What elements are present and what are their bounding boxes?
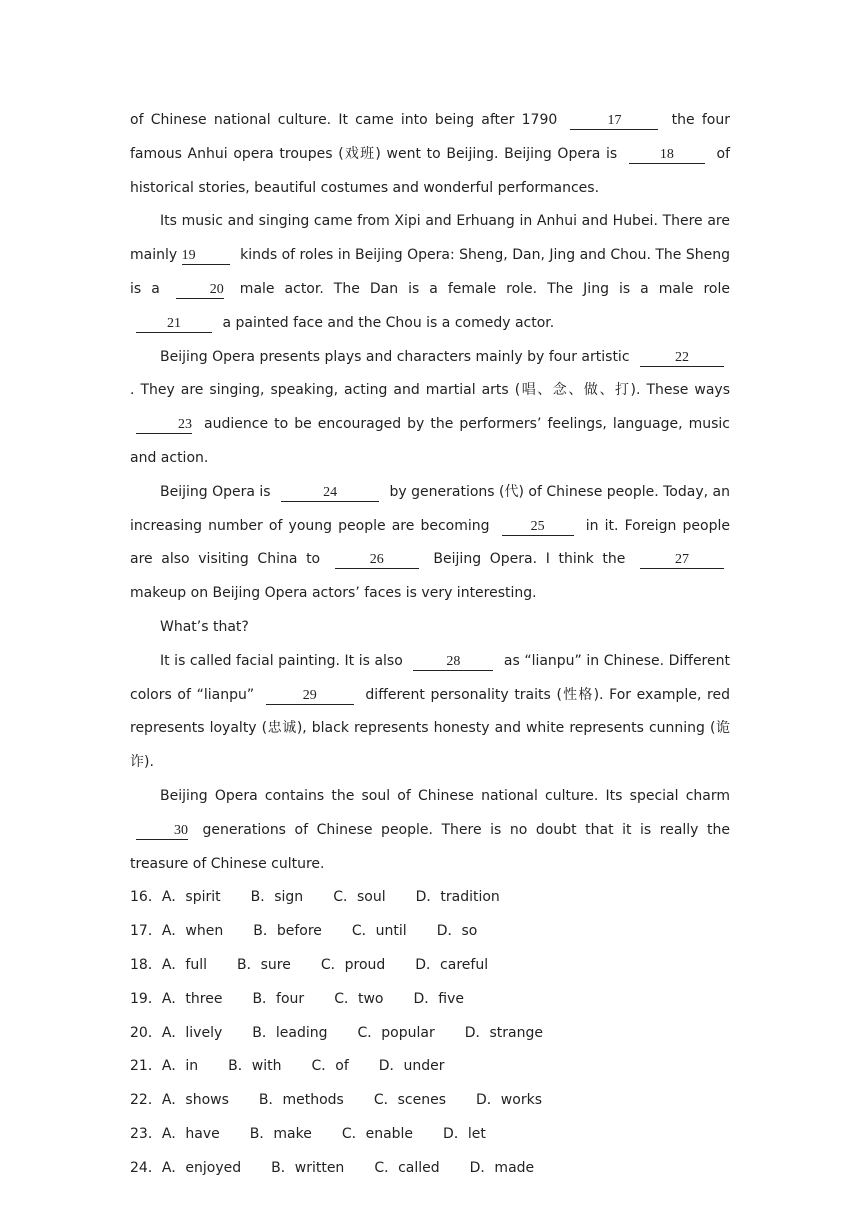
question-separator: ． [147,1058,162,1075]
question-separator: ． [147,1159,162,1176]
passage-paragraph [130,645,730,780]
answer-option[interactable]: A．three [161,990,223,1007]
passage-paragraph [130,104,730,205]
question-separator: ． [147,889,162,906]
answer-option[interactable]: B．sure [237,956,291,973]
answer-option[interactable]: D．under [378,1058,445,1075]
question-separator: ． [147,990,162,1007]
answer-option[interactable]: A．spirit [161,889,221,906]
passage-paragraph [130,780,730,881]
blank-30[interactable]: 30 [136,823,188,840]
passage-text: makeup on Beijing Opera actors’ faces is very interesting. [130,585,537,602]
answer-option[interactable]: D．strange [464,1024,543,1041]
passage-text: by generations (代) of Chinese people. Today, an increasing number of young people are becoming [130,483,730,534]
passage-text: of Chinese national culture. It came into being after 1790 [130,112,565,128]
question-number: 24 [130,1159,148,1176]
passage-text: of historical stories, beautiful costumes and wonderful performances. [130,145,730,196]
question-item [130,1152,730,1186]
passage-paragraph [130,476,730,611]
blank-19[interactable]: 19 [182,248,230,265]
question-number: 16 [130,889,148,906]
answer-option[interactable]: D．made [469,1159,535,1176]
question-number: 22 [130,1092,148,1109]
blank-21[interactable]: 21 [136,316,212,333]
passage-text: the four famous Anhui opera troupes (戏班) went to Beijing. Beijing Opera is [130,112,730,162]
question-item [130,1084,730,1118]
passage-text: Beijing Opera presents plays and characters mainly by four artistic [160,348,634,365]
answer-option[interactable]: B．methods [258,1092,344,1109]
answer-option[interactable]: D．five [413,990,464,1007]
blank-17[interactable]: 17 [570,113,658,130]
blank-26[interactable]: 26 [335,552,419,569]
blank-18[interactable]: 18 [629,147,705,164]
answer-option[interactable]: C．of [311,1058,349,1075]
question-separator: ． [147,1125,162,1142]
blank-22[interactable]: 22 [640,350,724,367]
question-number: 20 [130,1024,148,1041]
cloze-passage [130,104,730,881]
passage-text: audience to be encouraged by the performers’ feelings, language, music and action. [130,416,730,466]
question-list [130,881,730,1185]
document-page [130,104,730,1186]
passage-text: kinds of roles in Beijing Opera: Sheng, Dan, Jing and Chou. The Sheng is a [130,247,731,297]
blank-29[interactable]: 29 [266,688,354,705]
answer-option[interactable]: A．have [161,1125,220,1142]
answer-option[interactable]: D．let [443,1125,486,1142]
passage-paragraph [130,611,730,645]
answer-option[interactable]: D．careful [415,956,489,973]
question-item [130,1118,730,1152]
answer-option[interactable]: B．leading [252,1024,328,1041]
answer-option[interactable]: C．proud [320,956,386,973]
question-item [130,949,730,983]
blank-27[interactable]: 27 [640,552,724,569]
question-number: 17 [130,923,148,940]
answer-option[interactable]: A．in [161,1058,199,1075]
answer-option[interactable]: C．until [351,923,407,940]
blank-25[interactable]: 25 [502,519,574,536]
passage-text: Beijing Opera. I think the [424,551,634,568]
answer-option[interactable]: B．sign [250,889,304,906]
answer-option[interactable]: C．two [334,990,384,1007]
passage-text: as “lianpu” in Chinese. Different colors of “lianpu” [130,652,730,703]
question-item [130,983,730,1017]
answer-option[interactable]: A．when [161,923,224,940]
question-item [130,1017,730,1051]
answer-option[interactable]: D．works [476,1092,542,1109]
passage-text: in it. Foreign people are also visiting China to [130,517,730,568]
blank-24[interactable]: 24 [281,485,379,502]
answer-option[interactable]: A．lively [161,1024,223,1041]
answer-option[interactable]: B．with [228,1058,282,1075]
answer-option[interactable]: A．full [161,956,207,973]
answer-option[interactable]: C．popular [357,1024,435,1041]
passage-text: Its music and singing came from Xipi and Erhuang in Anhui and Hubei. There are mainly [130,213,730,264]
answer-option[interactable]: C．called [374,1159,440,1176]
question-separator: ． [147,923,162,940]
question-number: 18 [130,956,148,973]
passage-text: male actor. The Dan is a female role. The Jing is a male role [229,280,730,297]
passage-text: a painted face and the Chou is a comedy actor. [218,314,555,331]
question-item [130,881,730,915]
blank-20[interactable]: 20 [176,282,224,299]
passage-text: Beijing Opera is [160,483,276,500]
passage-paragraph [130,341,730,476]
blank-28[interactable]: 28 [413,654,493,671]
passage-text: different personality traits (性格). For example, red represents loyalty (忠诚), black represents honesty and white represents cunning (诡诈). [130,686,731,771]
answer-option[interactable]: C．scenes [373,1092,447,1109]
answer-option[interactable]: B．make [249,1125,312,1142]
answer-option[interactable]: B．four [252,990,305,1007]
answer-option[interactable]: A．enjoyed [161,1159,242,1176]
question-separator: ． [147,1024,162,1041]
question-number: 23 [130,1125,148,1142]
question-item [130,915,730,949]
passage-text: Beijing Opera contains the soul of Chinese national culture. Its special charm [160,787,730,804]
passage-text: What’s that? [160,618,249,635]
answer-option[interactable]: C．soul [333,889,386,906]
answer-option[interactable]: C．enable [341,1125,414,1142]
passage-text: generations of Chinese people. There is no doubt that it is really the treasure of Chinese culture. [130,821,730,872]
answer-option[interactable]: A．shows [161,1092,229,1109]
answer-option[interactable]: D．tradition [415,889,500,906]
passage-paragraph [130,205,730,340]
blank-23[interactable]: 23 [136,417,192,434]
answer-option[interactable]: B．before [253,923,322,940]
answer-option[interactable]: B．written [271,1159,345,1176]
question-number: 21 [130,1058,148,1075]
answer-option[interactable]: D．so [436,923,478,940]
question-item [130,1050,730,1084]
question-separator: ． [147,1092,162,1109]
question-number: 19 [130,990,148,1007]
passage-text: It is called facial painting. It is also [160,652,408,669]
passage-text: . They are singing, speaking, acting and martial arts (唱、念、做、打). These ways [130,382,730,399]
question-separator: ． [147,956,162,973]
